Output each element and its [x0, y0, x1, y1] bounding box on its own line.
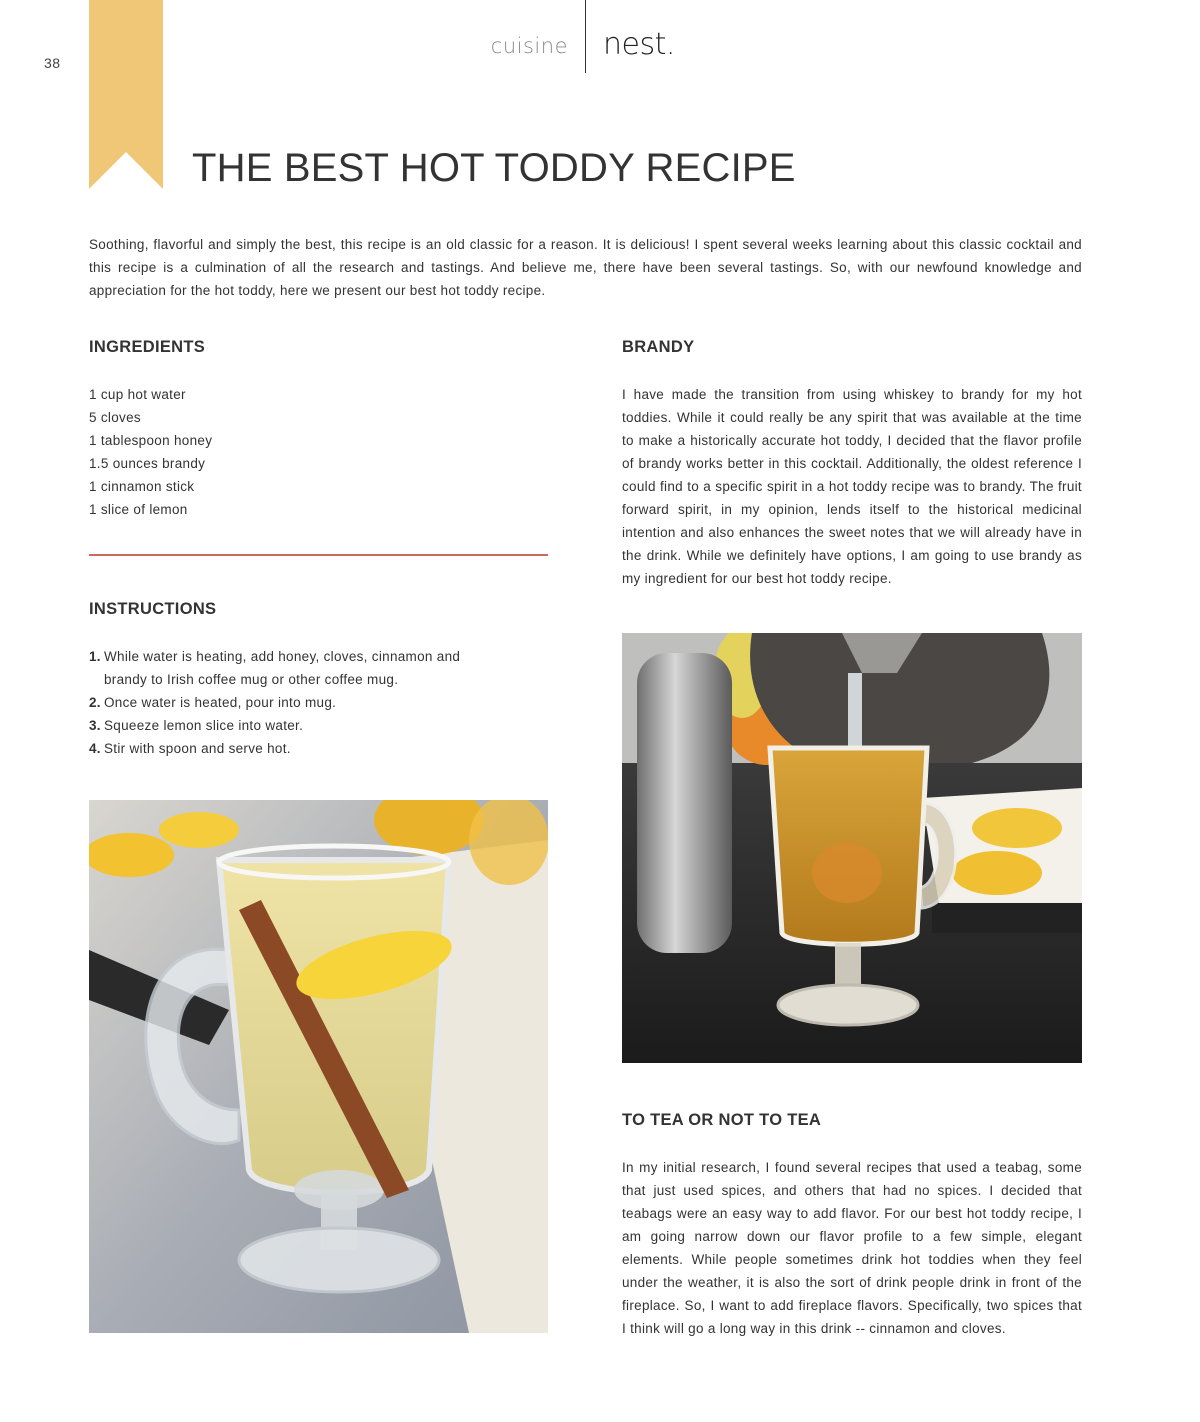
brandy-paragraph: I have made the transition from using whiskey to brandy for my hot toddies. While it could really be any spirit that was available at the time to make a historically accurate hot toddy, I decided that the flavor profile of brandy works better in this cocktail. Additionally, the oldest reference I could find to a specific spirit in a hot toddy recipe was to brandy. The fruit forward spirit, in my opinion, lends itself to the historical medicinal intention and also enhances the sweet notes that we will already have in the drink. While we definitely have options, I am going to use brandy as my ingredient for our best hot toddy recipe.	[622, 387, 1082, 586]
ingredients-list	[89, 383, 212, 521]
step-text: Stir with spoon and serve hot.	[104, 741, 291, 756]
ingredient-item: 1.5 ounces brandy	[89, 456, 206, 471]
bookmark-ribbon	[89, 0, 163, 189]
instruction-step	[89, 737, 489, 760]
ingredient-item: 1 slice of lemon	[89, 502, 188, 517]
instruction-step	[89, 714, 489, 737]
step-number: 1.	[89, 649, 101, 664]
instructions-heading: INSTRUCTIONS	[89, 600, 217, 618]
step-text: Squeeze lemon slice into water.	[104, 718, 304, 733]
page-number: 38	[44, 55, 61, 71]
brand-logo	[603, 28, 675, 62]
ingredient-item: 1 tablespoon honey	[89, 433, 213, 448]
pouring-water-photo	[622, 633, 1082, 1063]
tea-heading: TO TEA OR NOT TO TEA	[622, 1111, 822, 1129]
section-divider	[89, 554, 548, 556]
intro-paragraph: Soothing, flavorful and simply the best, this recipe is an old classic for a reason. It is delicious! I spent several weeks learning about this classic cocktail and this recipe is a culmination of all the research and tastings. And believe me, there have been several tastings. So, with our newfound knowledge and appreciation for the hot toddy, here we present our best hot toddy recipe.	[89, 237, 1082, 298]
ingredient-item: 5 cloves	[89, 410, 141, 425]
instructions-list	[89, 645, 489, 760]
header-divider	[585, 0, 586, 73]
ingredients-heading: INGREDIENTS	[89, 338, 206, 356]
step-text: While water is heating, add honey, cloves, cinnamon and brandy to Irish coffee mug or other coffee mug.	[104, 649, 461, 687]
tea-paragraph: In my initial research, I found several recipes that used a teabag, some that just used spices, and others that had no spices. I decided that teabags were an easy way to add flavor. For our best hot toddy recipe, I am going narrow down our flavor profile to a few simple, elegant elements. While people sometimes drink hot toddies when they feel under the weather, it is also the sort of drink people drink in front of the fireplace. So, I want to add fireplace flavors. Specifically, two spices that I think will go a long way in this drink -- cinnamon and cloves.	[622, 1160, 1082, 1336]
section-name: cuisine	[490, 34, 568, 58]
step-text: Once water is heated, pour into mug.	[104, 695, 337, 710]
brand-name: nest.	[603, 27, 675, 62]
step-number: 2.	[89, 695, 101, 710]
brandy-heading: BRANDY	[622, 338, 695, 356]
ingredient-item: 1 cup hot water	[89, 387, 186, 402]
hot-toddy-mug-photo	[89, 800, 548, 1333]
instruction-step	[89, 691, 489, 714]
instruction-step	[89, 645, 489, 691]
page-title: THE BEST HOT TODDY RECIPE	[192, 146, 796, 190]
step-number: 3.	[89, 718, 101, 733]
ingredient-item: 1 cinnamon stick	[89, 479, 195, 494]
step-number: 4.	[89, 741, 101, 756]
